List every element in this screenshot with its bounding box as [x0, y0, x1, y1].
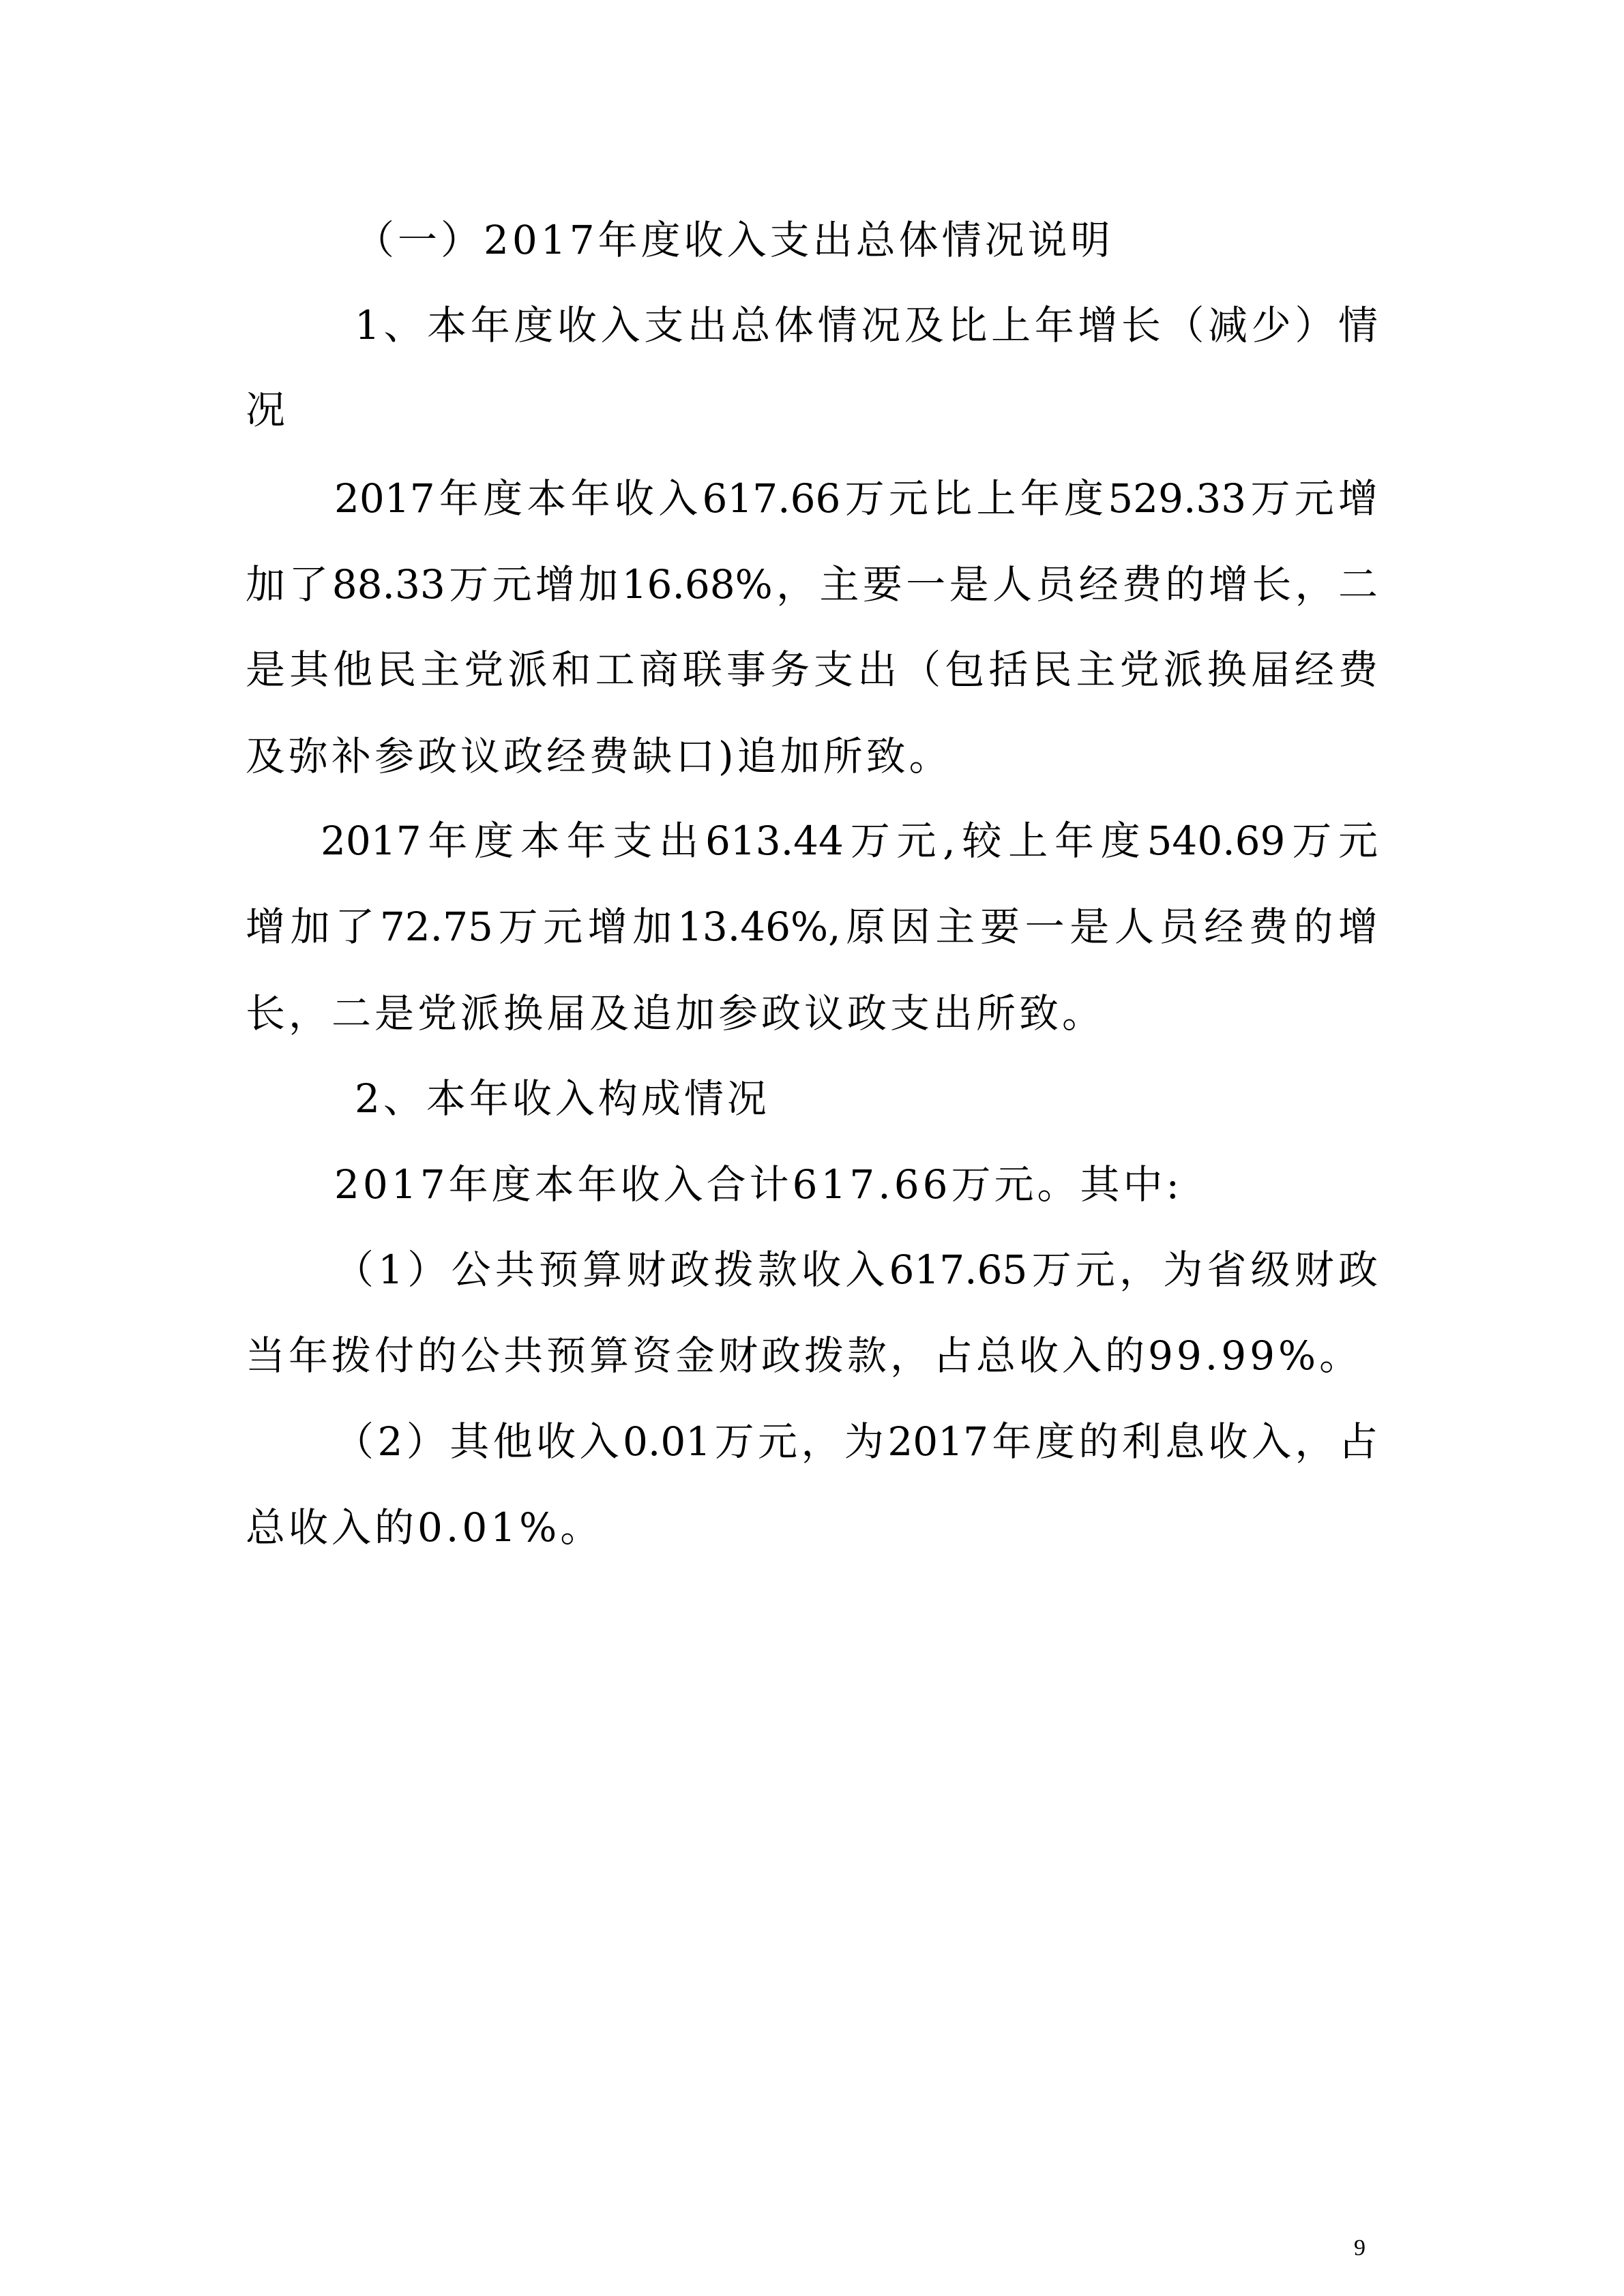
income-total-line: 2017年度本年收入合计617.66万元。其中:: [334, 1161, 1183, 1208]
section-heading: （一）2017年度收入支出总体情况说明: [355, 217, 1114, 263]
page-number: 9: [1354, 2235, 1365, 2261]
item-1-line-2: 当年拨付的公共预算资金财政拨款，占总收入的99.99%。: [246, 1332, 1363, 1379]
subheading-line-1: 1、本年度收入支出总体情况及比上年增长（减少）情: [355, 302, 1378, 348]
item-1-line-1: （1）公共预算财政拨款收入617.65万元，为省级财政: [334, 1247, 1378, 1293]
expense-paragraph-line-1: 2017年度本年支出613.44万元,较上年度540.69万元: [321, 818, 1378, 864]
subheading-line-2: 况: [246, 387, 289, 433]
expense-paragraph-line-3: 长，二是党派换届及追加参政议政支出所致。: [246, 990, 1106, 1037]
item-2-line-2: 总收入的0.01%。: [246, 1504, 604, 1551]
expense-paragraph-line-2: 增加了72.75万元增加13.46%,原因主要一是人员经费的增: [246, 904, 1378, 950]
income-composition-heading: 2、本年收入构成情况: [355, 1075, 770, 1122]
item-2-line-1: （2）其他收入0.01万元，为2017年度的利息收入，占: [334, 1418, 1378, 1465]
income-paragraph-line-1: 2017年度本年收入617.66万元比上年度529.33万元增: [334, 475, 1378, 522]
income-paragraph-line-3: 是其他民主党派和工商联事务支出（包括民主党派换届经费: [246, 646, 1378, 693]
income-paragraph-line-2: 加了88.33万元增加16.68%，主要一是人员经费的增长，二: [246, 561, 1378, 608]
income-paragraph-line-4: 及弥补参政议政经费缺口)追加所致。: [246, 733, 952, 779]
